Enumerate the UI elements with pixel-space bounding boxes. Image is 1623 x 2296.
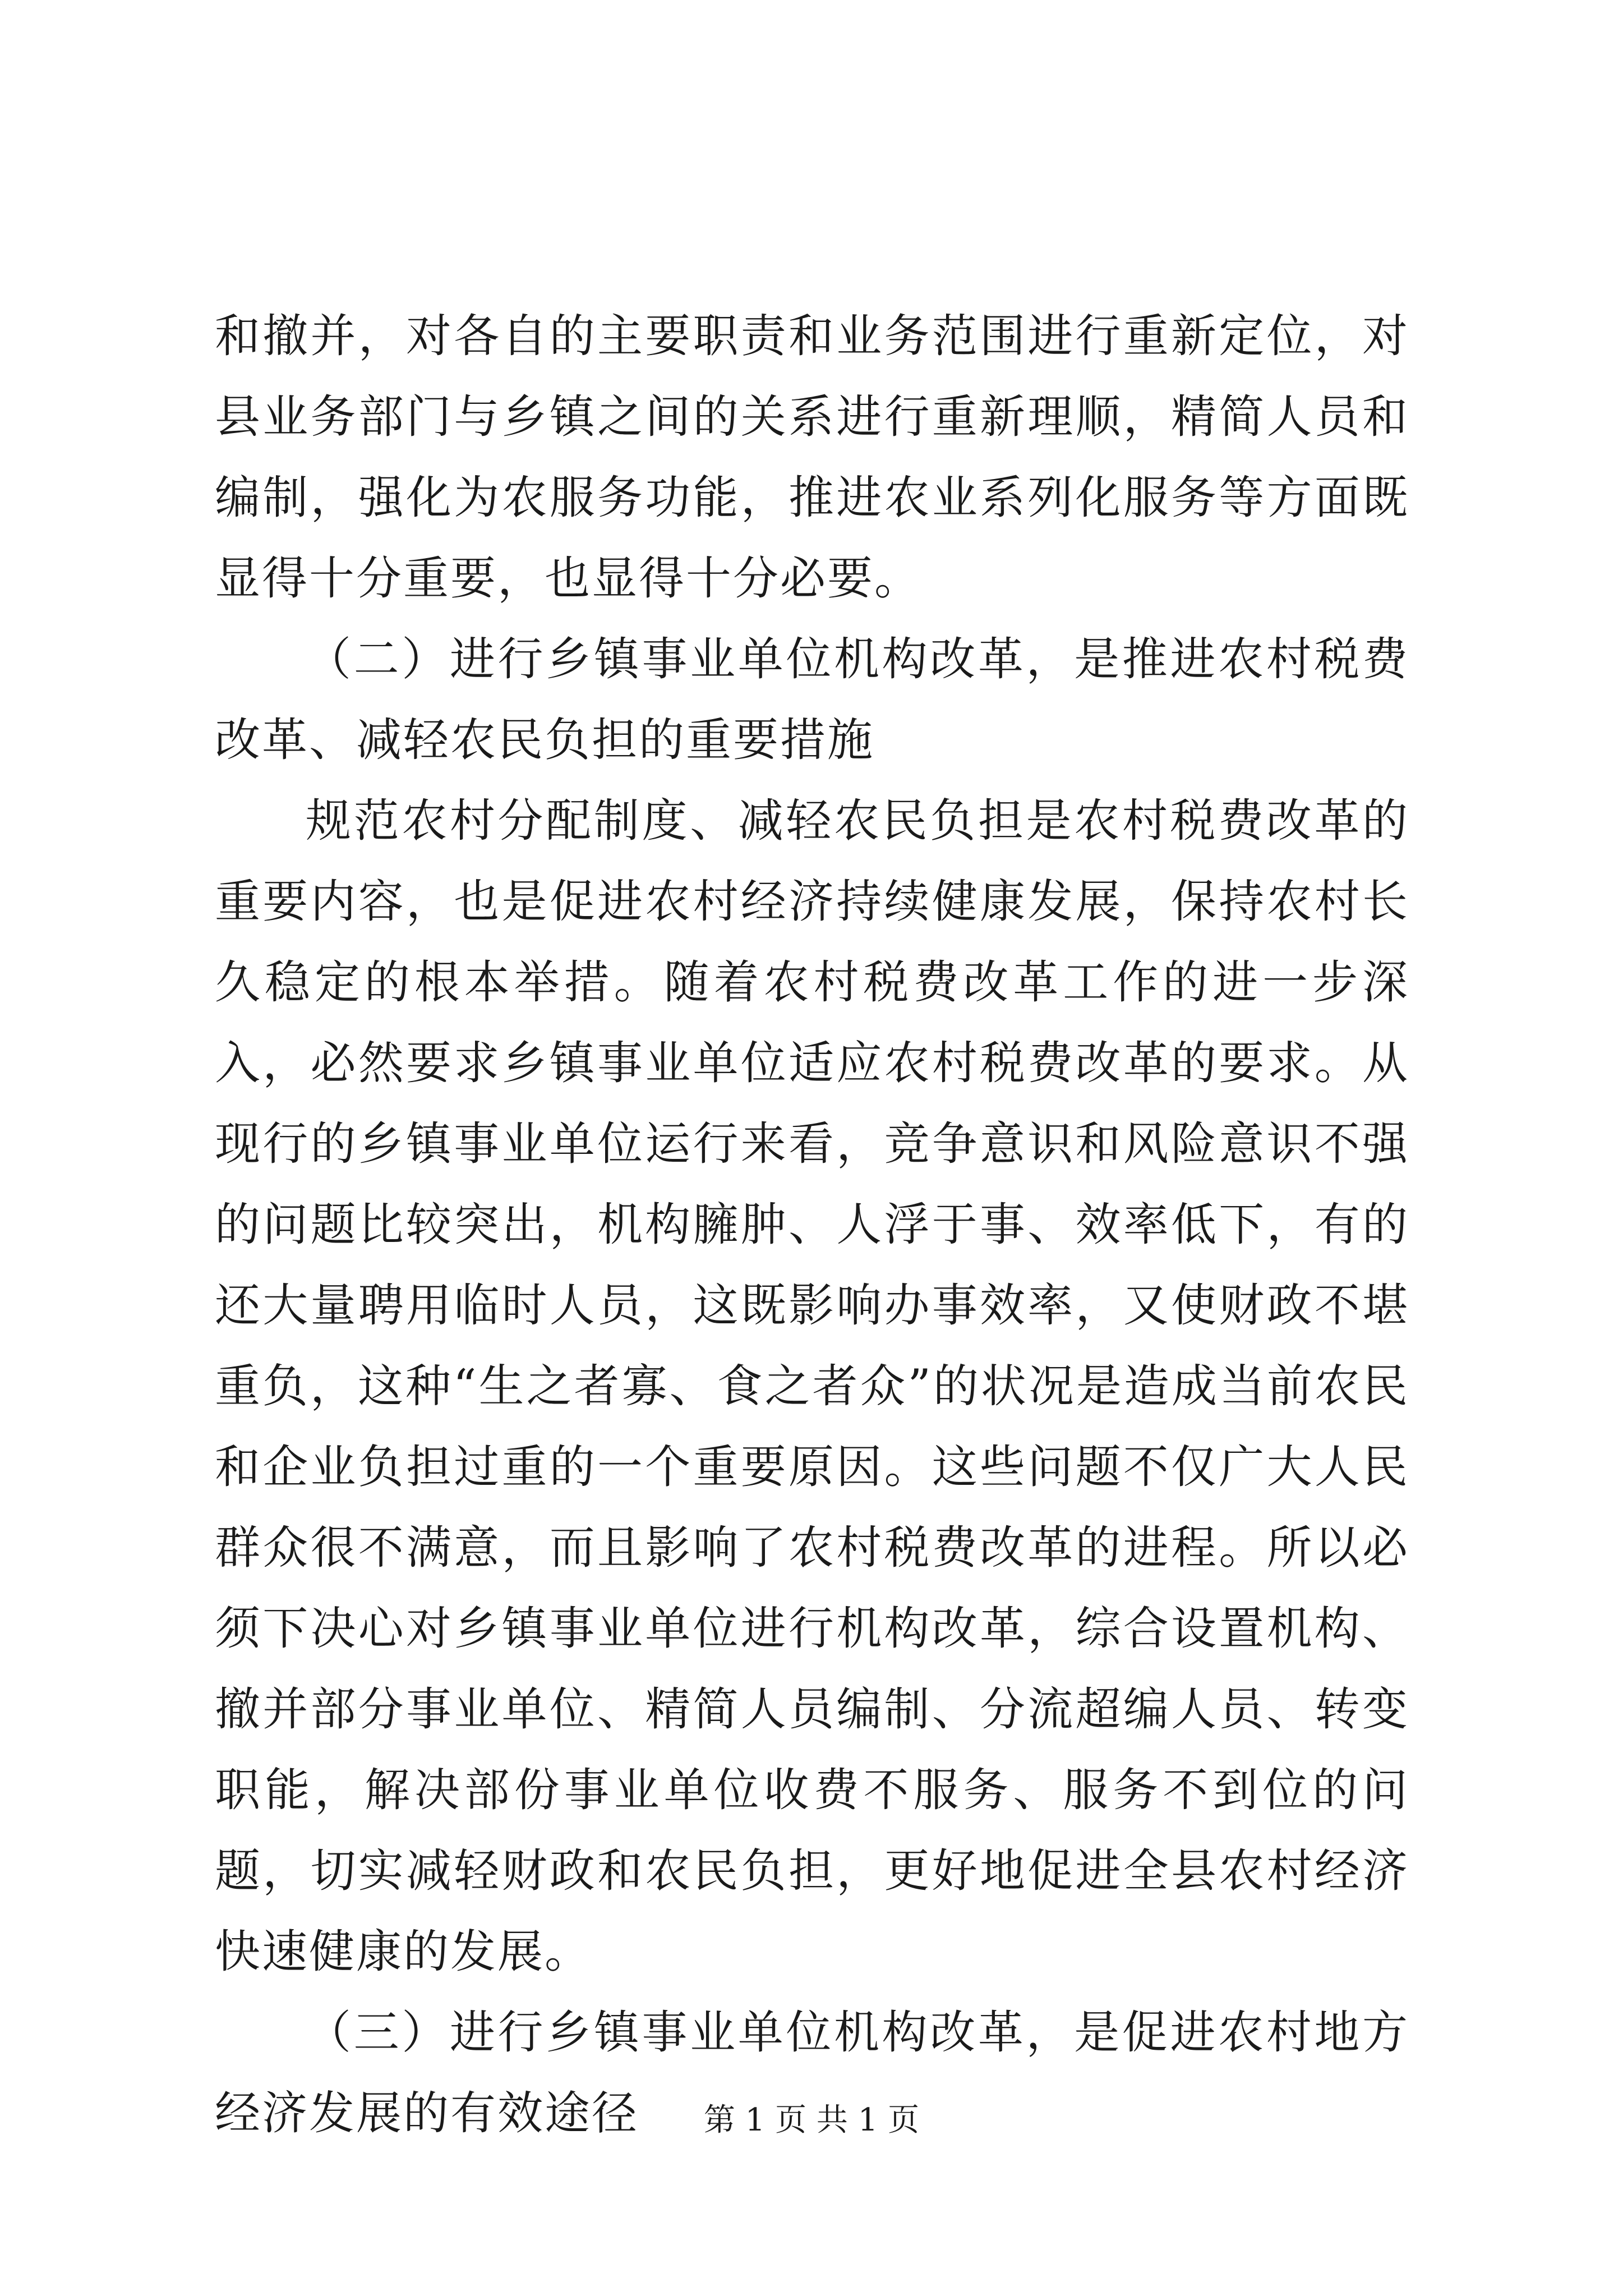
document-body xyxy=(215,296,1409,2154)
page-footer xyxy=(0,2101,1623,2140)
paragraph-continuation: 和撤并，对各自的主要职责和业务范围进行重新定位，对县业务部门与乡镇之间的关系进行重新理顺，精简人员和编制，强化为农服务功能，推进农业系列化服务等方面既显得十分重要，也显得十分必要。 xyxy=(215,310,1409,605)
section-heading-three: （三）进行乡镇事业单位机构改革，是促进农村地方经济发展的有效途径 xyxy=(215,2007,1409,2140)
section-heading-two: （二）进行乡镇事业单位机构改革，是推进农村税费改革、减轻农民负担的重要措施 xyxy=(215,633,1409,767)
page-number-label: 第 1 页 共 1 页 xyxy=(703,2102,920,2138)
paragraph-tax-reform: 规范农村分配制度、减轻农民负担是农村税费改革的重要内容，也是促进农村经济持续健康发展，保持农村长久稳定的根本举措。随着农村税费改革工作的进一步深入，必然要求乡镇事业单位适应农村税费改革的要求。从现行的乡镇事业单位运行来看，竞争意识和风险意识不强的问题比较突出，机构臃肿、人浮于事、效率低下，有的还大量聘用临时人员，这既影响办事效率，又使财政不堪重负，这种“生之者寡、食之者众”的状况是造成当前农民和企业负担过重的一个重要原因。这些问题不仅广大人民群众很不满意，而且影响了农村税费改革的进程。所以必须下决心对乡镇事业单位进行机构改革，综合设置机构、撤并部分事业单位、精简人员编制、分流超编人员、转变职能，解决部份事业单位收费不服务、服务不到位的问题，切实减轻财政和农民负担，更好地促进全县农村经济快速健康的发展。 xyxy=(215,795,1409,1978)
